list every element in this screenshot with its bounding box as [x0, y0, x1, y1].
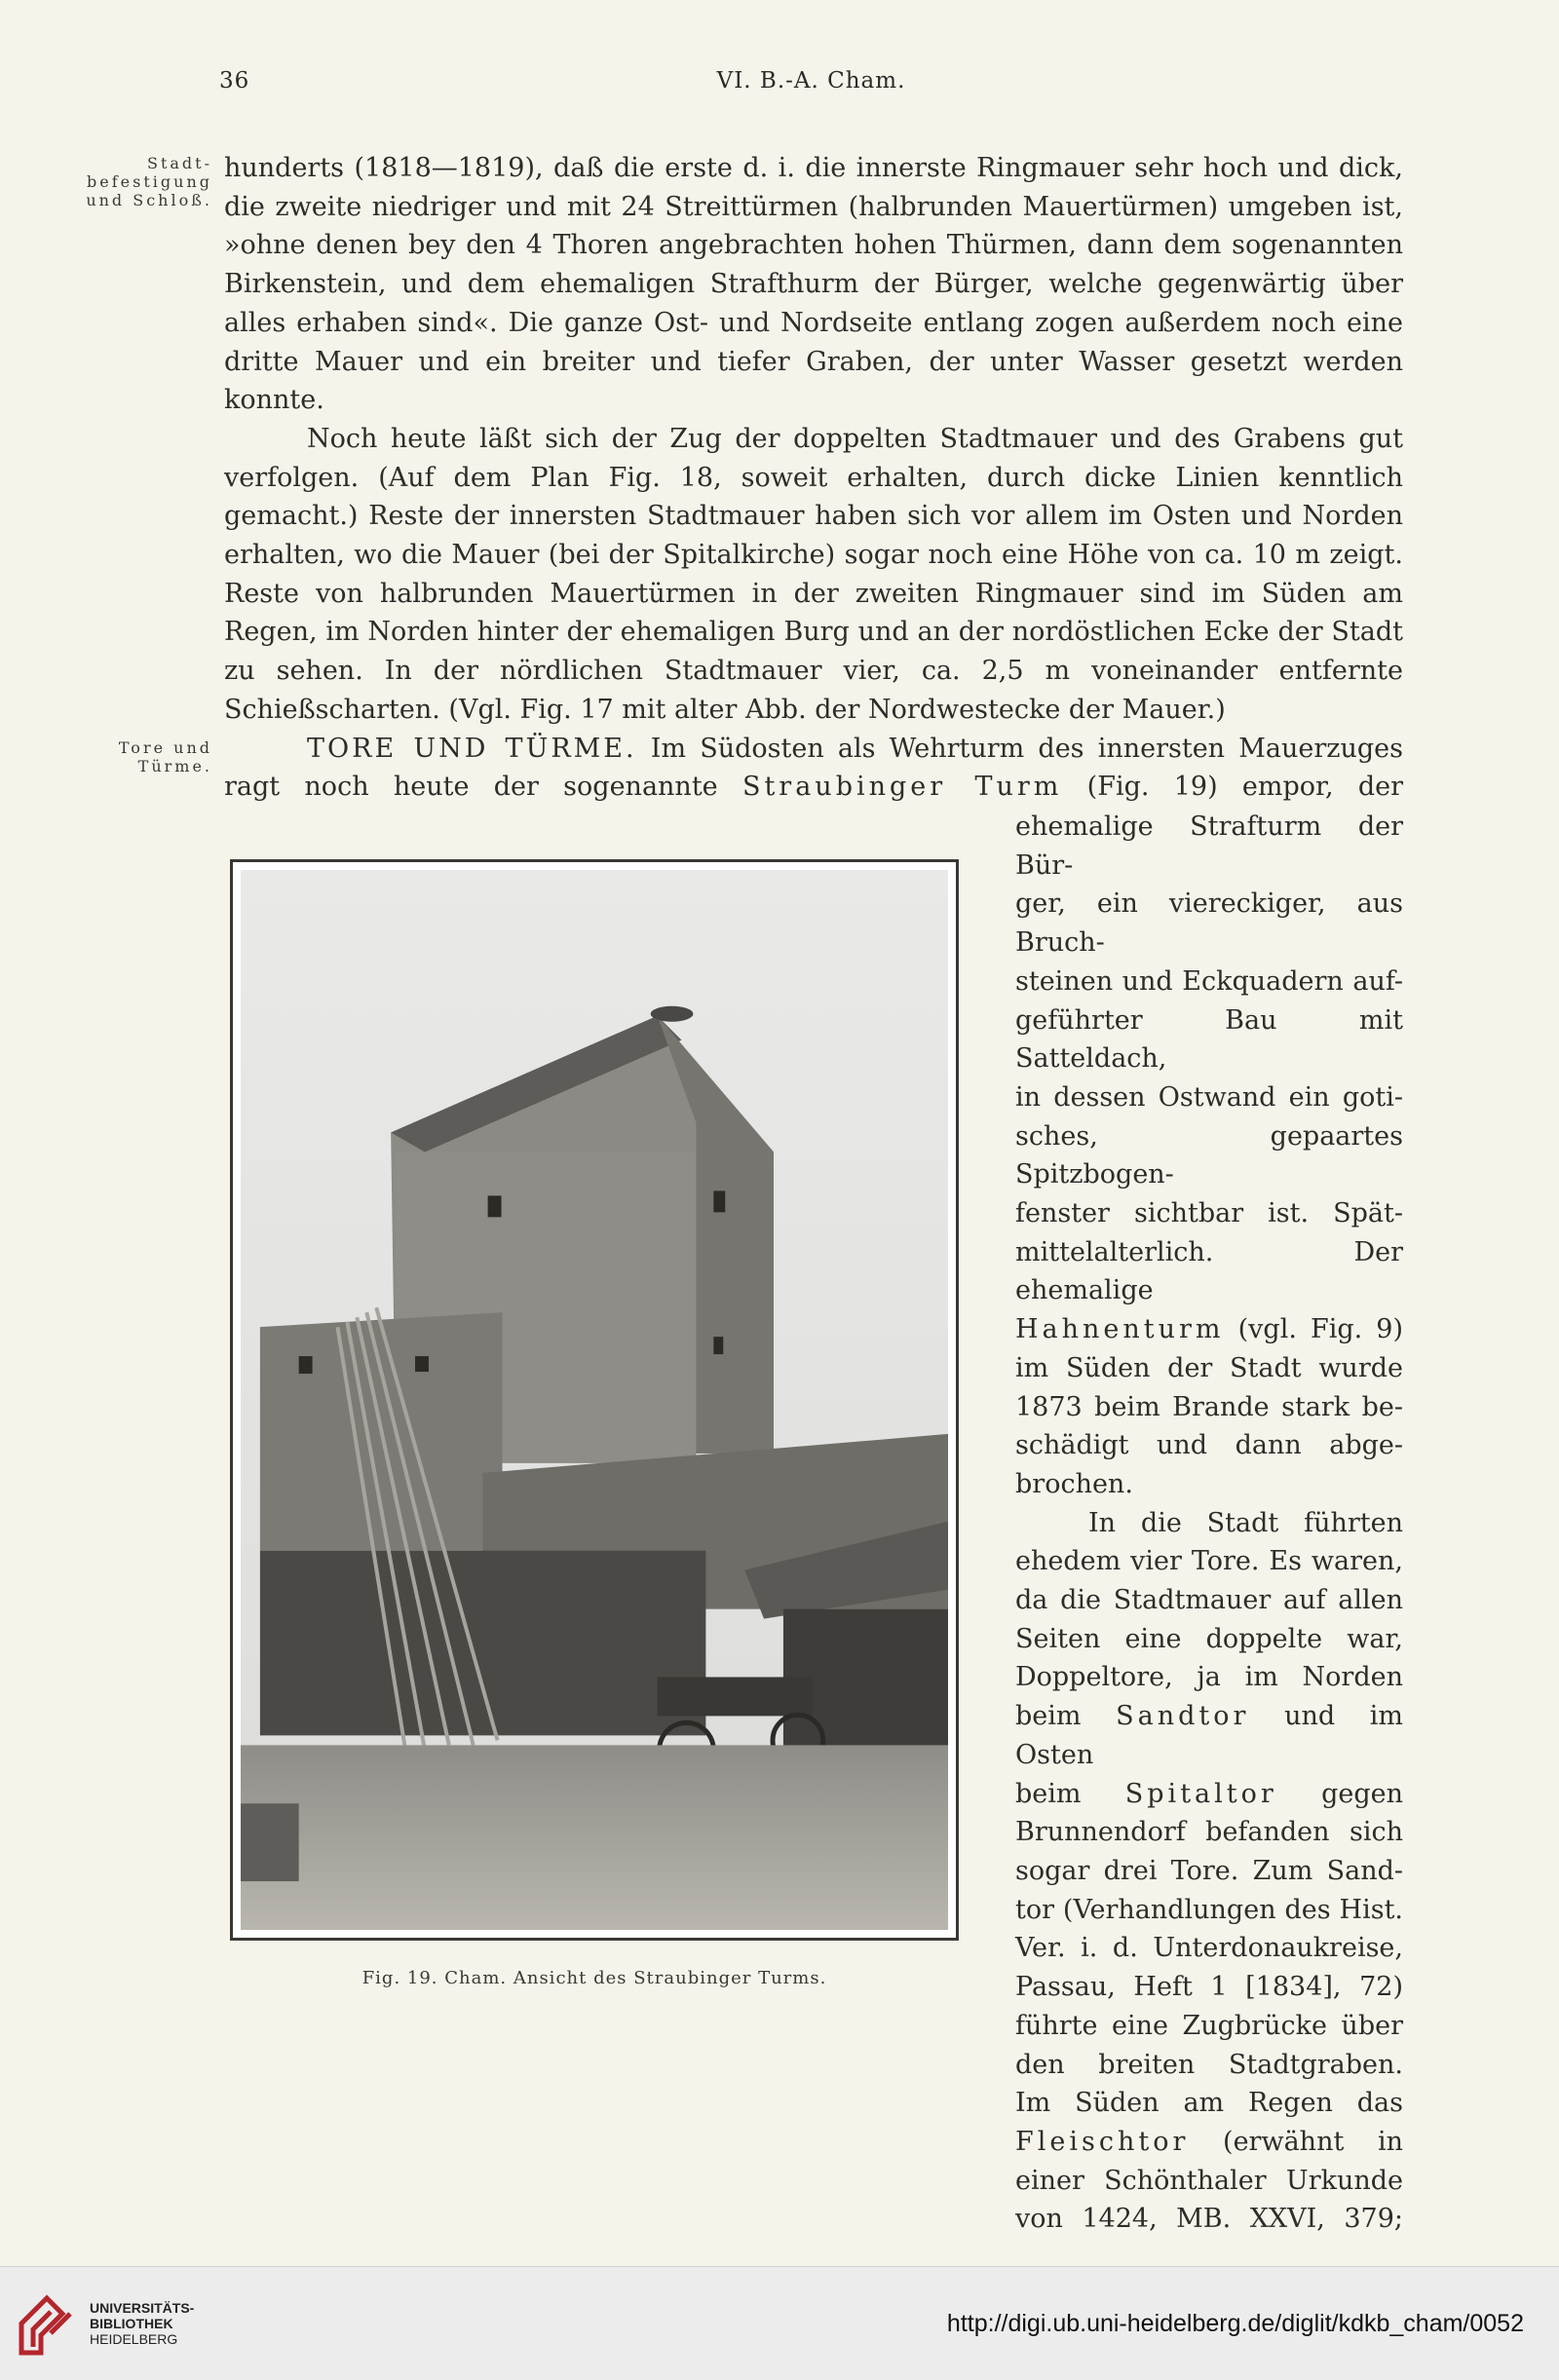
footer-bar	[0, 2266, 1559, 2380]
paragraph-3-text-b: (Fig. 19) empor, der	[1086, 772, 1403, 803]
side-line: Passau, Heft 1 [1834], 72)	[1015, 1972, 1403, 2003]
library-name-line: BIBLIOTHEK	[90, 2316, 173, 2331]
side-line: ehemalige Strafturm der Bür-	[1015, 812, 1403, 881]
side-line: brochen.	[1015, 1468, 1133, 1499]
side-line: sogar drei Tore. Zum Sand-	[1015, 1855, 1403, 1886]
side-line-text: (erwähnt in	[1223, 2126, 1403, 2157]
sandtor: Sandtor	[1116, 1701, 1250, 1732]
paragraph-3-text: Im Südosten als Wehrturm des innersten Mauerzuges ragt noch heute der sogenannte	[224, 733, 1403, 803]
side-line: da die Stadtmauer auf allen	[1015, 1585, 1403, 1616]
figure-caption: Fig. 19. Cham. Ansicht des Straubinger Turms.	[361, 1968, 827, 1988]
side-line: ehedem vier Tore. Es waren,	[1015, 1546, 1403, 1577]
side-line	[1015, 1697, 1403, 1774]
side-line: schädigt und dann abge-	[1015, 1430, 1403, 1461]
side-line	[1015, 2123, 1403, 2162]
page-header	[219, 68, 1403, 111]
margin-note-line: Türme.	[137, 757, 212, 775]
side-line: von 1424, MB. XXVI, 379;	[1015, 2204, 1403, 2235]
side-line: Ver. i. d. Unterdonaukreise,	[1015, 1933, 1403, 1964]
side-line: mittelalterlich. Der ehemalige	[1015, 1236, 1403, 1306]
library-name-line: UNIVERSITÄTS-	[90, 2300, 195, 2316]
margin-note-line: und Schloß.	[86, 191, 212, 209]
side-line: den breiten Stadtgraben.	[1015, 2049, 1403, 2080]
library-name	[90, 2300, 194, 2347]
side-column-text	[1015, 808, 1403, 2239]
margin-note-line: befestigung	[87, 172, 212, 191]
straubinger-turm: Straubinger Turm	[741, 772, 1063, 803]
side-line: Doppeltore, ja im Norden	[1015, 1662, 1403, 1693]
side-line: tor (Verhandlungen des Hist.	[1015, 1894, 1403, 1925]
hahnenturm: Hahnenturm	[1015, 1314, 1225, 1345]
tower-photo-illustration	[241, 870, 948, 1930]
source-url-link[interactable]: http://digi.ub.uni-heidelberg.de/diglit/kdkb_cham/0052	[946, 2310, 1524, 2337]
side-line-text: beim	[1015, 1778, 1082, 1809]
side-line: im Süden der Stadt wurde	[1015, 1352, 1403, 1383]
side-line: 1873 beim Brande stark be-	[1015, 1391, 1403, 1422]
side-line-text: (vgl. Fig. 9)	[1237, 1314, 1403, 1345]
margin-note-stadtbefestigung	[57, 154, 212, 209]
library-name-line: HEIDELBERG	[90, 2331, 178, 2347]
fleischtor: Fleischtor	[1015, 2126, 1190, 2157]
side-line-text: beim	[1015, 1701, 1082, 1732]
margin-note-line: Tore und	[118, 738, 212, 757]
side-line: ger, ein viereckiger, aus Bruch-	[1015, 888, 1403, 959]
margin-note-line: Stadt-	[146, 154, 212, 172]
side-line: führte eine Zugbrücke über	[1015, 2010, 1403, 2041]
side-line: steinen und Eckquadern auf-	[1015, 965, 1403, 997]
side-line: sches, gepaartes Spitzbogen-	[1015, 1120, 1403, 1190]
side-line: geführter Bau mit Satteldach,	[1015, 1004, 1403, 1075]
paragraph-1: hunderts (1818—1819), daß die erste d. i. die innerste Ringmauer sehr hoch und dick, die zweite niedriger und mit 24 Streittürmen (halbrunden Mauertürmen) umgeben ist, »ohne denen bey den 4 Thoren angebrachten hohen Thürmen, dann dem sogenannten Birkenstein, und dem ehemaligen Strafthurm der Bürger, welche gegenwärtig über alles erhaben sind«. Die ganze Ost- und Nordseite entlang zogen außerdem noch eine dritte Mauer und ein breiter und tiefer Graben, der unter Wasser gesetzt werden konnte.	[224, 153, 1403, 416]
paragraph-3	[224, 730, 1403, 807]
side-line: in dessen Ostwand ein goti-	[1015, 1081, 1403, 1113]
section-heading: TORE UND TÜRME.	[307, 733, 637, 764]
side-line: Brunnendorf befanden sich	[1015, 1817, 1403, 1848]
side-line	[1015, 1775, 1403, 1814]
margin-note-tore	[57, 738, 212, 775]
figure-photo-straubinger-turm	[230, 859, 959, 1941]
side-line-text: und im Osten	[1015, 1701, 1403, 1770]
side-line: fenster sichtbar ist. Spät-	[1015, 1198, 1403, 1229]
running-title: VI. B.-A. Cham.	[716, 68, 906, 94]
paragraph-2: Noch heute läßt sich der Zug der doppelten Stadtmauer und des Grabens gut verfolgen. (Auf dem Plan Fig. 18, soweit erhalten, durch dicke Linien kenntlich gemacht.) Reste der innersten Stadtmauer haben sich vor allem im Osten und Norden erhalten, wo die Mauer (bei der Spitalkirche) sogar noch eine Höhe von ca. 10 m zeigt. Reste von halbrunden Mauertürmen in der zweiten Ringmauer sind im Süden am Regen, im Norden hinter der ehemaligen Burg und an der nordöstlichen Ecke der Stadt zu sehen. In der nördlichen Stadtmauer vier, ca. 2,5 m voneinander entfernte Schießscharten. (Vgl. Fig. 17 mit alter Abb. der Nordwestecke der Mauer.)	[224, 423, 1403, 725]
side-line: einer Schönthaler Urkunde	[1015, 2165, 1403, 2196]
main-text	[224, 149, 1403, 807]
spitaltor: Spitaltor	[1124, 1778, 1277, 1809]
side-line: In die Stadt führten	[1088, 1507, 1403, 1538]
side-line: Im Süden am Regen das	[1015, 2088, 1403, 2119]
side-line: Seiten eine doppelte war,	[1015, 1623, 1403, 1654]
side-line-text: gegen	[1321, 1778, 1403, 1809]
side-line	[1015, 1310, 1403, 1349]
library-logo-icon	[14, 2285, 82, 2362]
page-number: 36	[219, 68, 250, 94]
